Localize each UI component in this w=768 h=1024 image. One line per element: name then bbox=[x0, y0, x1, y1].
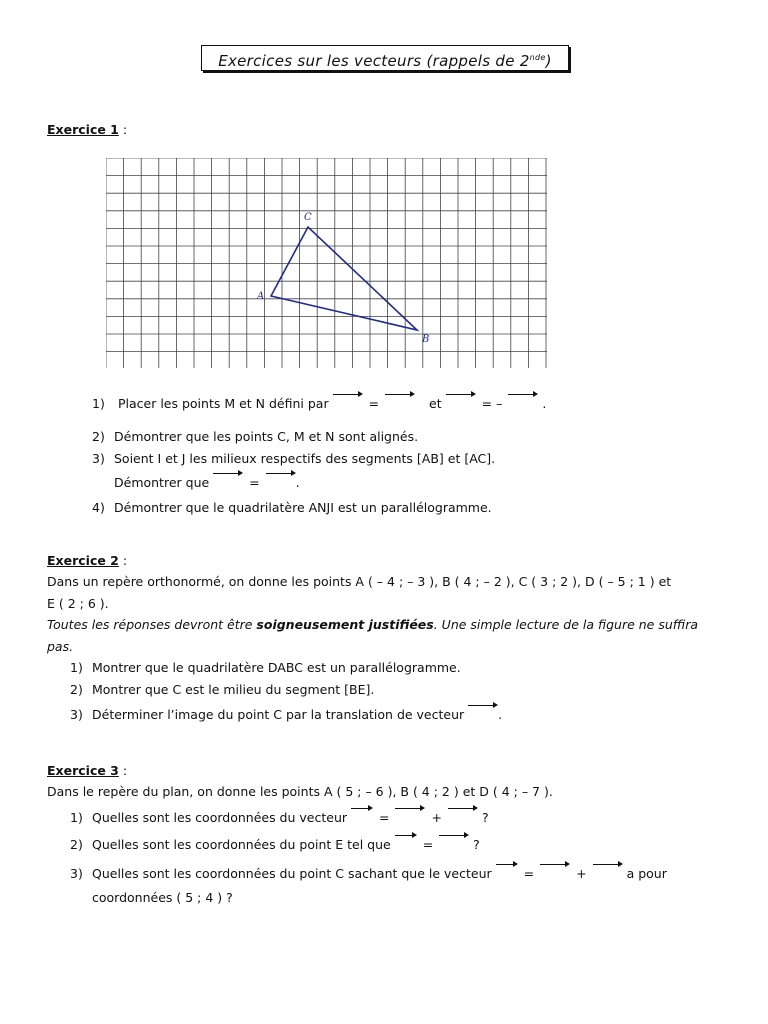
ex1-question-2: 2) Démontrer que les points C, M et N sont alignés. bbox=[92, 429, 419, 444]
vector-placeholder bbox=[439, 837, 469, 849]
vector-placeholder bbox=[468, 707, 498, 719]
ex3-question-3: 3) Quelles sont les coordonnées du point C sachant que le vecteur = + a pour bbox=[70, 866, 667, 881]
exercise-1-heading: Exercice 1 : bbox=[47, 122, 128, 137]
vector-placeholder bbox=[351, 810, 373, 822]
grid-figure bbox=[106, 158, 547, 368]
ex3-line-1: Dans le repère du plan, on donne les points A ( 5 ; – 6 ), B ( 4 ; 2 ) et D ( 4 ; – 7 ). bbox=[47, 784, 553, 799]
ex1-question-1: 1) Placer les points M et N défini par = et = – . bbox=[92, 396, 547, 411]
vector-placeholder bbox=[385, 396, 415, 408]
ex3-question-3-line2: coordonnées ( 5 ; 4 ) ? bbox=[92, 890, 233, 905]
ex2-question-2: 2) Montrer que C est le milieu du segment [BE]. bbox=[70, 682, 375, 697]
triangle-abc bbox=[271, 227, 417, 330]
vector-placeholder bbox=[446, 396, 476, 408]
ex3-question-1: 1) Quelles sont les coordonnées du vecteur = + ? bbox=[70, 810, 489, 825]
page-title bbox=[201, 45, 569, 71]
vector-placeholder bbox=[395, 810, 425, 822]
label-point-a: A bbox=[257, 291, 265, 302]
vector-placeholder bbox=[593, 866, 623, 878]
ex1-question-3: 3) Soient I et J les milieux respectifs des segments [AB] et [AC]. bbox=[92, 451, 496, 466]
ex2-line-1: Dans un repère orthonormé, on donne les points A ( – 4 ; – 3 ), B ( 4 ; – 2 ), C ( 3 ; 2 ), D ( – 5 ; 1 ) et bbox=[47, 574, 672, 589]
title-close: ) bbox=[545, 52, 552, 70]
vector-placeholder bbox=[448, 810, 478, 822]
vector-placeholder bbox=[266, 475, 296, 487]
ex2-note-line2: pas. bbox=[47, 639, 74, 654]
label-point-b: B bbox=[422, 334, 430, 345]
vector-placeholder bbox=[508, 396, 538, 408]
vector-placeholder bbox=[333, 396, 363, 408]
exercise-3-heading: Exercice 3 : bbox=[47, 763, 128, 778]
exercise-2-heading: Exercice 2 : bbox=[47, 553, 128, 568]
ex2-line-2: E ( 2 ; 6 ). bbox=[47, 596, 109, 611]
vector-placeholder bbox=[395, 837, 417, 849]
ex1-question-3-line2: Démontrer que = . bbox=[114, 475, 300, 490]
title-superscript: nde bbox=[529, 53, 546, 62]
ex3-question-2: 2) Quelles sont les coordonnées du point E tel que = ? bbox=[70, 837, 480, 852]
vector-placeholder bbox=[213, 475, 243, 487]
grid-lines bbox=[106, 158, 547, 368]
vector-placeholder bbox=[540, 866, 570, 878]
ex1-question-4: 4) Démontrer que le quadrilatère ANJI est un parallélogramme. bbox=[92, 500, 492, 515]
label-point-c: C bbox=[304, 212, 312, 223]
ex2-question-3: 3) Déterminer l’image du point C par la translation de vecteur . bbox=[70, 707, 503, 722]
ex2-question-1: 1) Montrer que le quadrilatère DABC est un parallélogramme. bbox=[70, 660, 461, 675]
ex2-note: Toutes les réponses devront être soigneusement justifiées. Une simple lecture de la figure ne suffira bbox=[47, 617, 699, 632]
vector-placeholder bbox=[496, 866, 518, 878]
title-text: Exercices sur les vecteurs (rappels de 2 bbox=[218, 52, 530, 70]
